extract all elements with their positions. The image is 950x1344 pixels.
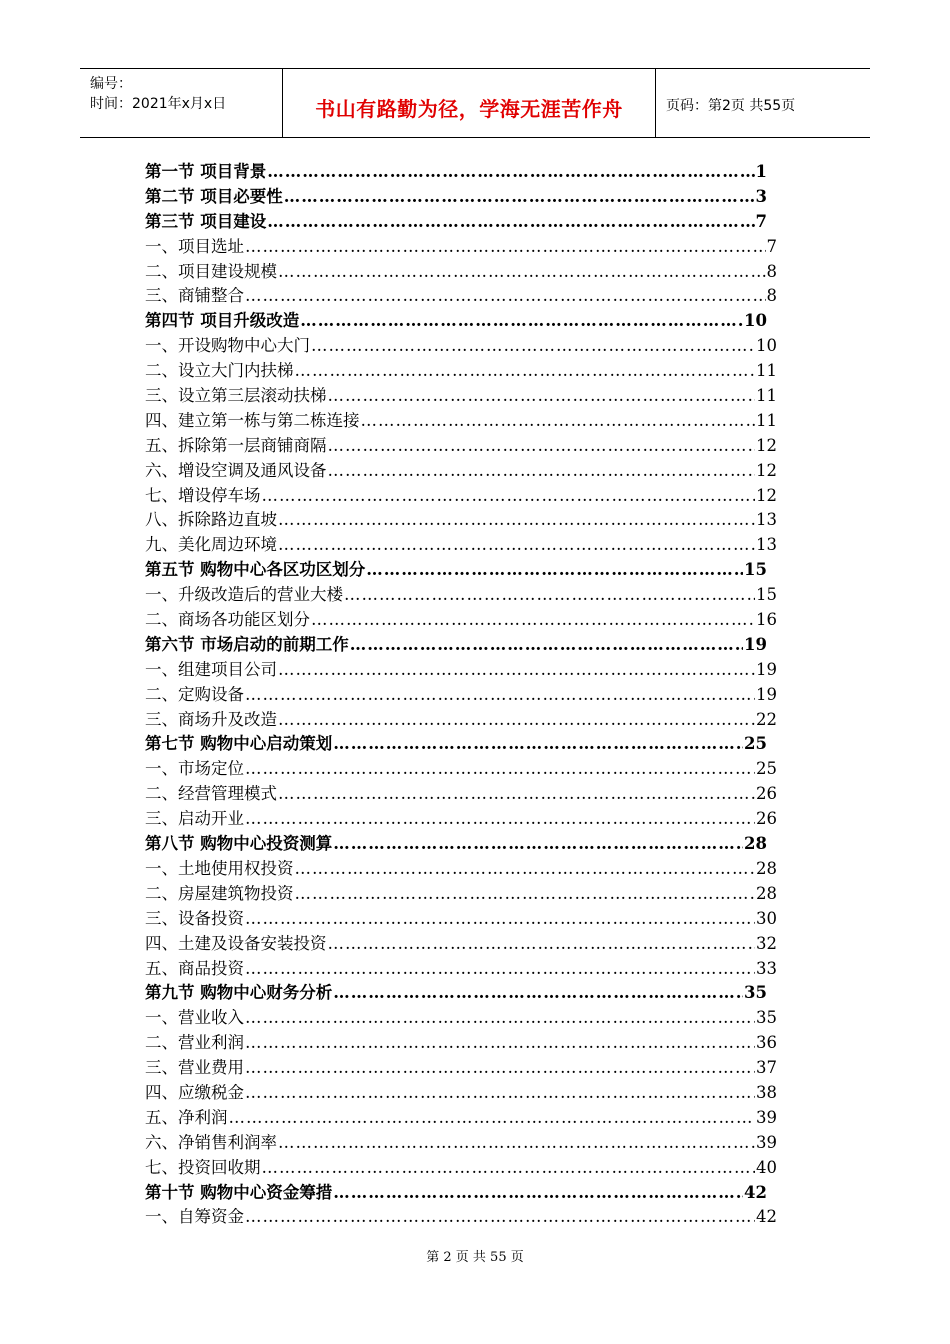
toc-item-entry[interactable] <box>145 1131 777 1156</box>
toc-dot-leader <box>278 260 766 285</box>
toc-entry-title: 一、项目选址 <box>145 236 244 256</box>
toc-entry-title: 六、净销售利润率 <box>145 1132 277 1152</box>
toc-entry-title: 九、美化周边环境 <box>145 535 277 555</box>
toc-entry-title: 第九节 购物中心财务分析 <box>145 983 333 1003</box>
toc-item-entry[interactable] <box>145 1056 777 1081</box>
toc-entry-page-number: 12 <box>756 460 777 480</box>
toc-dot-leader <box>295 857 756 882</box>
document-time-label: 时间：2021年x月x日 <box>90 96 227 112</box>
toc-item-entry[interactable] <box>145 907 777 932</box>
toc-item-entry[interactable] <box>145 533 777 558</box>
toc-dot-leader <box>267 210 754 235</box>
toc-entry-page-number: 39 <box>756 1132 777 1152</box>
page-header <box>80 68 870 138</box>
toc-dot-leader <box>245 1056 755 1081</box>
toc-entry-page-number: 26 <box>756 809 777 829</box>
toc-section-entry[interactable] <box>145 1181 777 1206</box>
toc-item-entry[interactable] <box>145 708 777 733</box>
toc-section-entry[interactable] <box>145 309 777 334</box>
toc-section-entry[interactable] <box>145 633 777 658</box>
toc-entry-page-number: 33 <box>756 958 777 978</box>
toc-dot-leader <box>267 160 754 185</box>
toc-dot-leader <box>245 1006 755 1031</box>
toc-dot-leader <box>245 284 766 309</box>
toc-entry-title: 第六节 市场启动的前期工作 <box>145 634 349 654</box>
toc-entry-title: 一、自筹资金 <box>145 1207 244 1227</box>
document-code-label: 编号： <box>90 76 132 92</box>
toc-entry-page-number: 32 <box>756 933 777 953</box>
toc-entry-page-number: 39 <box>756 1107 777 1127</box>
toc-dot-leader <box>245 907 755 932</box>
toc-entry-page-number: 35 <box>744 983 767 1003</box>
toc-entry-title: 三、商场升及改造 <box>145 709 277 729</box>
toc-dot-leader <box>278 708 755 733</box>
toc-entry-page-number: 30 <box>756 908 777 928</box>
toc-entry-title: 三、启动开业 <box>145 809 244 829</box>
header-page-info: 页码：第2页 共55页 <box>666 98 796 114</box>
toc-entry-page-number: 25 <box>756 759 777 779</box>
toc-entry-title: 第一节 项目背景 <box>145 162 267 181</box>
toc-entry-page-number: 19 <box>756 684 777 704</box>
toc-entry-title: 二、营业利润 <box>145 1033 244 1053</box>
toc-entry-title: 三、商铺整合 <box>145 286 244 306</box>
header-page-cell <box>656 69 870 137</box>
toc-entry-title: 第四节 项目升级改造 <box>145 311 300 331</box>
toc-entry-title: 四、土建及设备安装投资 <box>145 933 327 953</box>
toc-item-entry[interactable] <box>145 359 777 384</box>
toc-item-entry[interactable] <box>145 384 777 409</box>
header-meta-cell <box>80 69 282 137</box>
toc-entry-page-number: 3 <box>755 186 767 206</box>
toc-dot-leader <box>245 235 766 260</box>
toc-entry-title: 五、净利润 <box>145 1107 228 1127</box>
toc-dot-leader <box>295 882 756 907</box>
toc-dot-leader <box>245 807 755 832</box>
toc-item-entry[interactable] <box>145 1205 777 1230</box>
toc-entry-page-number: 19 <box>756 659 777 679</box>
toc-entry-page-number: 7 <box>766 236 777 256</box>
page-footer: 第 2 页 共 55 页 <box>426 1250 524 1265</box>
toc-dot-leader <box>245 757 755 782</box>
toc-entry-title: 五、商品投资 <box>145 958 244 978</box>
toc-dot-leader <box>245 1031 755 1056</box>
toc-item-entry[interactable] <box>145 409 777 434</box>
toc-dot-leader <box>245 1081 755 1106</box>
toc-dot-leader <box>278 533 755 558</box>
toc-entry-page-number: 16 <box>756 610 777 630</box>
toc-entry-page-number: 15 <box>744 560 767 580</box>
toc-entry-page-number: 11 <box>756 386 777 406</box>
toc-entry-page-number: 19 <box>744 634 767 654</box>
toc-entry-title: 五、拆除第一层商铺商隔 <box>145 435 327 455</box>
toc-item-entry[interactable] <box>145 757 777 782</box>
toc-entry-title: 一、营业收入 <box>145 1008 244 1028</box>
toc-dot-leader <box>328 434 756 459</box>
toc-entry-page-number: 10 <box>744 311 767 331</box>
toc-entry-title: 三、设备投资 <box>145 908 244 928</box>
toc-entry-title: 第十节 购物中心资金筹措 <box>145 1182 333 1202</box>
toc-section-entry[interactable] <box>145 981 777 1006</box>
toc-item-entry[interactable] <box>145 334 777 359</box>
toc-entry-title: 第七节 购物中心启动策划 <box>145 734 333 754</box>
toc-entry-page-number: 40 <box>756 1157 777 1177</box>
toc-entry-page-number: 13 <box>756 535 777 555</box>
toc-dot-leader <box>278 508 755 533</box>
toc-entry-page-number: 8 <box>766 261 777 281</box>
toc-item-entry[interactable] <box>145 235 777 260</box>
toc-entry-page-number: 12 <box>756 435 777 455</box>
toc-dot-leader <box>262 1156 756 1181</box>
toc-entry-page-number: 42 <box>744 1182 767 1202</box>
toc-dot-leader <box>333 981 743 1006</box>
toc-item-entry[interactable] <box>145 508 777 533</box>
toc-dot-leader <box>229 1106 756 1131</box>
toc-section-entry[interactable] <box>145 732 777 757</box>
toc-entry-title: 三、营业费用 <box>145 1058 244 1078</box>
toc-entry-title: 六、增设空调及通风设备 <box>145 460 327 480</box>
toc-entry-page-number: 15 <box>756 585 777 605</box>
toc-entry-title: 一、开设购物中心大门 <box>145 336 310 356</box>
toc-section-entry[interactable] <box>145 832 777 857</box>
toc-item-entry[interactable] <box>145 484 777 509</box>
toc-section-entry[interactable] <box>145 558 777 583</box>
toc-item-entry[interactable] <box>145 807 777 832</box>
toc-entry-page-number: 11 <box>756 361 777 381</box>
toc-entry-title: 三、设立第三层滚动扶梯 <box>145 386 327 406</box>
toc-entry-title: 四、建立第一栋与第二栋连接 <box>145 410 360 430</box>
header-motto-cell <box>282 69 656 137</box>
toc-dot-leader <box>311 334 755 359</box>
toc-item-entry[interactable] <box>145 882 777 907</box>
toc-entry-title: 二、经营管理模式 <box>145 784 277 804</box>
toc-dot-leader <box>328 459 756 484</box>
toc-dot-leader <box>333 732 743 757</box>
toc-entry-title: 二、商场各功能区划分 <box>145 610 310 630</box>
toc-item-entry[interactable] <box>145 658 777 683</box>
toc-dot-leader <box>333 832 743 857</box>
toc-entry-title: 第三节 项目建设 <box>145 211 267 231</box>
toc-entry-page-number: 13 <box>756 510 777 530</box>
toc-entry-title: 二、定购设备 <box>145 684 244 704</box>
toc-dot-leader <box>245 957 755 982</box>
toc-entry-page-number: 8 <box>766 286 777 306</box>
toc-section-entry[interactable] <box>145 160 777 185</box>
toc-entry-title: 一、市场定位 <box>145 759 244 779</box>
toc-entry-title: 第二节 项目必要性 <box>145 186 283 206</box>
header-motto: 书山有路勤为径，学海无涯苦作舟 <box>315 97 623 121</box>
toc-dot-leader <box>295 359 756 384</box>
toc-item-entry[interactable] <box>145 284 777 309</box>
toc-item-entry[interactable] <box>145 434 777 459</box>
toc-entry-title: 四、应缴税金 <box>145 1082 244 1102</box>
toc-entry-title: 二、设立大门内扶梯 <box>145 361 294 381</box>
toc-item-entry[interactable] <box>145 1156 777 1181</box>
toc-item-entry[interactable] <box>145 608 777 633</box>
toc-dot-leader <box>278 782 755 807</box>
toc-dot-leader <box>278 1131 755 1156</box>
toc-entry-title: 七、投资回收期 <box>145 1157 261 1177</box>
toc-entry-page-number: 42 <box>756 1207 777 1227</box>
toc-entry-page-number: 28 <box>756 883 777 903</box>
toc-section-entry[interactable] <box>145 210 777 235</box>
toc-item-entry[interactable] <box>145 1006 777 1031</box>
toc-item-entry[interactable] <box>145 459 777 484</box>
toc-dot-leader <box>284 185 755 210</box>
toc-entry-page-number: 28 <box>744 834 767 854</box>
toc-entry-page-number: 22 <box>756 709 777 729</box>
toc-dot-leader <box>245 1205 755 1230</box>
toc-dot-leader <box>328 384 756 409</box>
toc-entry-title: 第八节 购物中心投资测算 <box>145 834 333 854</box>
toc-entry-page-number: 35 <box>756 1008 777 1028</box>
toc-entry-page-number: 25 <box>744 734 767 754</box>
toc-dot-leader <box>344 583 755 608</box>
toc-entry-page-number: 12 <box>756 485 777 505</box>
toc-dot-leader <box>333 1181 743 1206</box>
toc-entry-page-number: 7 <box>755 211 767 231</box>
toc-dot-leader <box>311 608 755 633</box>
toc-entry-title: 第五节 购物中心各区功区划分 <box>145 560 366 580</box>
toc-dot-leader <box>300 309 743 334</box>
toc-item-entry[interactable] <box>145 1081 777 1106</box>
toc-dot-leader <box>278 658 755 683</box>
toc-item-entry[interactable] <box>145 260 777 285</box>
toc-entry-page-number: 11 <box>756 410 777 430</box>
toc-item-entry[interactable] <box>145 583 777 608</box>
toc-item-entry[interactable] <box>145 957 777 982</box>
toc-dot-leader <box>366 558 743 583</box>
toc-dot-leader <box>328 932 756 957</box>
toc-entry-title: 一、组建项目公司 <box>145 659 277 679</box>
toc-entry-page-number: 36 <box>756 1033 777 1053</box>
toc-item-entry[interactable] <box>145 1031 777 1056</box>
toc-item-entry[interactable] <box>145 683 777 708</box>
toc-entry-title: 一、升级改造后的营业大楼 <box>145 585 343 605</box>
toc-entry-title: 二、项目建设规模 <box>145 261 277 281</box>
toc-entry-page-number: 28 <box>756 858 777 878</box>
toc-item-entry[interactable] <box>145 1106 777 1131</box>
toc-entry-page-number: 38 <box>756 1082 777 1102</box>
table-of-contents <box>145 160 777 1230</box>
toc-entry-title: 八、拆除路边直坡 <box>145 510 277 530</box>
toc-entry-page-number: 26 <box>756 784 777 804</box>
toc-dot-leader <box>361 409 756 434</box>
toc-item-entry[interactable] <box>145 782 777 807</box>
toc-entry-title: 七、增设停车场 <box>145 485 261 505</box>
toc-item-entry[interactable] <box>145 857 777 882</box>
toc-entry-page-number: 10 <box>756 336 777 356</box>
toc-dot-leader <box>350 633 743 658</box>
toc-item-entry[interactable] <box>145 932 777 957</box>
toc-entry-title: 二、房屋建筑物投资 <box>145 883 294 903</box>
toc-dot-leader <box>262 484 756 509</box>
toc-entry-page-number: 1 <box>755 162 767 181</box>
toc-section-entry[interactable] <box>145 185 777 210</box>
toc-entry-title: 一、土地使用权投资 <box>145 858 294 878</box>
toc-entry-page-number: 37 <box>756 1058 777 1078</box>
toc-dot-leader <box>245 683 755 708</box>
